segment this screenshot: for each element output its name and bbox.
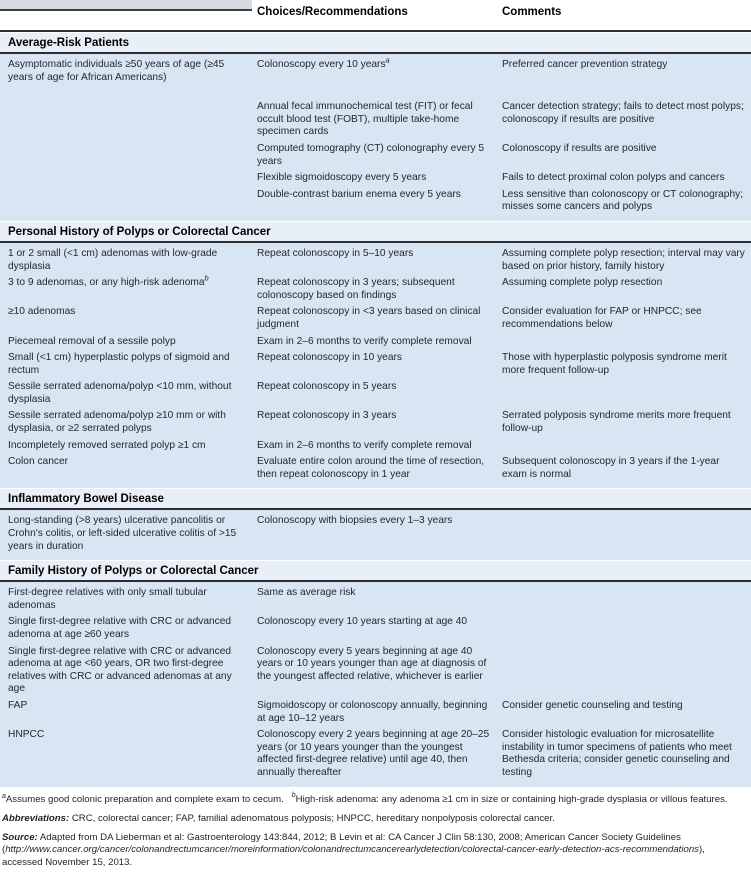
footnote-a-marker: a — [2, 792, 6, 800]
comment-cell — [502, 336, 751, 349]
table-row — [0, 408, 751, 437]
table-row — [0, 585, 751, 614]
section-body — [0, 510, 751, 560]
recommendation-cell — [252, 616, 502, 641]
comment-cell-text: Fails to detect proximal colon polyps and cancers — [502, 172, 725, 184]
condition-cell — [0, 172, 252, 185]
comment-cell-text: Subsequent colonoscopy in 3 years if the 1-year exam is normal — [502, 456, 720, 480]
recommendation-cell — [252, 440, 502, 453]
condition-cell-text: Incompletely removed serrated polyp ≥1 cm — [8, 439, 206, 451]
recommendation-cell — [252, 646, 502, 696]
source-label: Source: — [2, 832, 38, 844]
recommendation-cell — [252, 729, 502, 779]
condition-cell — [0, 336, 252, 349]
recommendation-cell-text: Colonoscopy every 2 years beginning at age 20–25 years (or 10 years younger than the youngest affected first-degree relative) until age 40, then annually thereafter — [257, 729, 490, 778]
section-header — [0, 488, 751, 510]
condition-cell — [0, 189, 252, 214]
recommendation-cell-text: Colonoscopy every 10 years — [257, 59, 386, 70]
recommendation-cell — [252, 277, 502, 302]
condition-cell-text: Long-standing (>8 years) ulcerative pancolitis or Crohn's colitis, or left-sided ulcerative colitis of >15 years in duration — [8, 515, 237, 552]
recommendation-cell-text: Repeat colonoscopy in 10 years — [257, 352, 402, 364]
table-row — [0, 454, 751, 483]
recommendation-cell — [252, 587, 502, 612]
comment-cell-text: Consider genetic counseling and testing — [502, 699, 683, 711]
section-header — [0, 32, 751, 54]
recommendation-cell — [252, 172, 502, 185]
table-row — [0, 438, 751, 455]
comment-cell — [502, 172, 751, 185]
recommendation-cell — [252, 515, 502, 553]
footnote-b-text: High-risk adenoma: any adenoma ≥1 cm in size or containing high-grade dysplasia or villous features. — [295, 793, 728, 805]
condition-cell-text: Single first-degree relative with CRC or advanced adenoma at age <60 years, OR two first-degree relatives with CRC or advanced adenomas at any age — [8, 645, 232, 695]
recommendation-cell-text: Colonoscopy with biopsies every 1–3 years — [257, 515, 453, 527]
recommendation-cell-text: Computed tomography (CT) colonography every 5 years — [257, 142, 485, 167]
comment-cell — [502, 729, 751, 779]
comment-cell — [502, 440, 751, 453]
footnote-marker: b — [204, 273, 209, 283]
condition-cell-text: Piecemeal removal of a sessile polyp — [8, 335, 176, 347]
recommendation-cell — [252, 55, 502, 84]
recommendation-cell-text: Repeat colonoscopy in <3 years based on clinical judgment — [257, 306, 481, 330]
table-row — [0, 187, 751, 216]
comment-cell — [502, 352, 751, 377]
condition-cell — [0, 143, 252, 168]
comment-cell-text: Preferred cancer prevention strategy — [502, 59, 668, 70]
comment-cell — [502, 59, 751, 84]
condition-cell-text: 1 or 2 small (<1 cm) adenomas with low-grade dysplasia — [8, 247, 218, 272]
source-text-2: ), accessed November 15, 2013. — [2, 844, 705, 868]
comment-cell — [502, 515, 751, 553]
comment-cell-text: Less sensitive than colonoscopy or CT colonography; misses some cancers and polyps — [502, 188, 744, 213]
section-body — [0, 582, 751, 786]
comment-cell — [502, 143, 751, 168]
table-row — [0, 334, 751, 351]
recommendation-cell — [252, 700, 502, 725]
column-header-comments: Comments — [502, 6, 562, 18]
condition-cell — [0, 616, 252, 641]
footnote-ab — [2, 794, 745, 806]
recommendation-cell-text: Exam in 2–6 months to verify complete removal — [257, 335, 472, 347]
recommendation-cell-text: Repeat colonoscopy in 3 years — [257, 410, 397, 422]
comment-cell-text: Colonoscopy if results are positive — [502, 142, 657, 154]
condition-cell — [0, 700, 252, 725]
condition-cell-text: 3 to 9 adenomas, or any high-risk adenoma — [8, 277, 205, 289]
cropped-title-band — [0, 0, 252, 11]
table-row — [0, 513, 751, 555]
table-row — [0, 246, 751, 275]
comment-cell-text: Consider evaluation for FAP or HNPCC; see recommendations below — [502, 306, 702, 330]
table-row — [0, 99, 751, 141]
comment-cell-text: Consider histologic evaluation for microsatellite instability in tumor specimens of patients who meet Bethesda criteria; consider genetic counseling and testing — [502, 729, 732, 778]
comment-cell — [502, 248, 751, 273]
condition-cell — [0, 646, 252, 696]
condition-cell — [0, 381, 252, 406]
source-text-1: Adapted from DA Lieberman et al: Gastroenterology 143:844, 2012; B Levin et al: CA Cancer J Clin 58:130, 2008; American Cancer Society Guidelines ( — [2, 832, 681, 856]
section-title: Family History of Polyps or Colorectal Cancer — [8, 565, 259, 578]
abbreviations-note — [2, 813, 745, 825]
recommendation-cell — [252, 381, 502, 406]
condition-cell-text: FAP — [8, 699, 28, 711]
recommendation-cell-text: Annual fecal immunochemical test (FIT) or fecal occult blood test (FOBT), multiple take-home specimen cards — [257, 101, 473, 138]
recommendation-cell-text: Double-contrast barium enema every 5 years — [257, 188, 461, 200]
recommendation-cell — [252, 456, 502, 481]
footnotes — [0, 787, 751, 869]
footnote-b-marker: b — [291, 792, 296, 800]
comment-cell-text: Assuming complete polyp resection — [502, 277, 663, 289]
condition-cell — [0, 306, 252, 331]
source-url: http://www.cancer.org/cancer/colonandrectumcancer/moreinformation/colonandrectumcancerearlydetection/colorectal-cancer-early-detection-acs-recommendations — [5, 844, 699, 856]
comment-cell — [502, 381, 751, 406]
comment-cell — [502, 306, 751, 331]
condition-cell-text: ≥10 adenomas — [8, 306, 76, 318]
condition-cell-text: Sessile serrated adenoma/polyp <10 mm, without dysplasia — [8, 381, 232, 405]
comment-cell — [502, 189, 751, 214]
recommendation-cell-text: Exam in 2–6 months to verify complete removal — [257, 439, 472, 451]
recommendation-cell-text: Repeat colonoscopy in 3 years; subsequent colonoscopy based on findings — [257, 277, 455, 301]
comment-cell-text: Cancer detection strategy; fails to detect most polyps; colonoscopy if results are positive — [502, 101, 744, 125]
comment-cell — [502, 410, 751, 435]
table-row — [0, 698, 751, 727]
recommendation-cell — [252, 410, 502, 435]
condition-cell-text: Single first-degree relative with CRC or advanced adenoma at age ≥60 years — [8, 616, 232, 640]
table-row — [0, 57, 751, 86]
table-row — [0, 170, 751, 187]
comment-cell — [502, 646, 751, 696]
condition-cell — [0, 248, 252, 273]
source-note — [2, 832, 745, 869]
comment-cell — [502, 277, 751, 302]
condition-cell — [0, 729, 252, 779]
comment-cell-text: Those with hyperplastic polyposis syndrome merit more frequent follow-up — [502, 352, 727, 376]
condition-cell — [0, 352, 252, 377]
recommendation-cell — [252, 352, 502, 377]
empty-header-cell — [0, 0, 252, 30]
recommendation-cell-text: Colonoscopy every 5 years beginning at age 40 years or 10 years younger than age at diagnosis of the youngest affected relative, whichever is earlier — [257, 645, 487, 682]
table-row — [0, 614, 751, 643]
condition-cell-text: First-degree relatives with only small tubular adenomas — [8, 587, 207, 611]
recommendation-cell — [252, 143, 502, 168]
recommendation-cell-text: Sigmoidoscopy or colonoscopy annually, beginning at age 10–12 years — [257, 699, 488, 724]
table-sections — [0, 32, 751, 787]
condition-cell-text: Asymptomatic individuals ≥50 years of age (≥45 years of age for African Americans) — [8, 59, 225, 83]
section-header — [0, 560, 751, 582]
section-title: Personal History of Polyps or Colorectal Cancer — [8, 225, 271, 238]
recommendation-cell — [252, 306, 502, 331]
section-body — [0, 243, 751, 489]
footnote-a-text: Assumes good colonic preparation and complete exam to cecum. — [5, 793, 284, 805]
comment-cell — [502, 700, 751, 725]
table-row — [0, 141, 751, 170]
column-header-row — [0, 0, 751, 30]
condition-cell-text: HNPCC — [8, 729, 45, 741]
recommendation-cell-text: Repeat colonoscopy in 5 years — [257, 381, 397, 393]
recommendation-cell — [252, 336, 502, 349]
comment-cell — [502, 616, 751, 641]
table-row — [0, 304, 751, 333]
condition-cell-text: Small (<1 cm) hyperplastic polyps of sigmoid and rectum — [8, 352, 230, 376]
abbreviations-text: CRC, colorectal cancer; FAP, familial adenomatous polyposis; HNPCC, hereditary nonpolyposis colorectal cancer. — [71, 812, 555, 824]
recommendation-cell — [252, 248, 502, 273]
abbreviations-label: Abbreviations: — [2, 812, 70, 824]
recommendation-cell-text: Same as average risk — [257, 587, 356, 599]
recommendation-cell-text: Evaluate entire colon around the time of resection, then repeat colonoscopy in 1 year — [257, 456, 485, 480]
table-row — [0, 350, 751, 379]
condition-cell — [0, 456, 252, 481]
recommendation-cell-text: Repeat colonoscopy in 5–10 years — [257, 247, 414, 259]
condition-cell — [0, 273, 252, 302]
section-title: Inflammatory Bowel Disease — [8, 493, 164, 506]
recommendation-cell-text: Flexible sigmoidoscopy every 5 years — [257, 172, 427, 184]
condition-cell — [0, 440, 252, 453]
column-header-choices-recommendations: Choices/Recommendations — [257, 6, 408, 18]
section-body — [0, 54, 751, 221]
table-row — [0, 644, 751, 698]
footnote-marker: a — [385, 55, 390, 65]
comment-cell — [502, 587, 751, 612]
comment-cell — [502, 101, 751, 139]
condition-cell-text: Colon cancer — [8, 456, 69, 468]
recommendation-cell — [252, 189, 502, 214]
table-row — [0, 379, 751, 408]
condition-cell — [0, 410, 252, 435]
comment-cell — [502, 456, 751, 481]
comment-cell-text: Assuming complete polyp resection; interval may vary based on prior history, family history — [502, 247, 745, 272]
section-header — [0, 221, 751, 243]
comment-cell-text: Serrated polyposis syndrome merits more frequent follow-up — [502, 410, 731, 435]
recommendation-cell — [252, 101, 502, 139]
table-row — [0, 275, 751, 304]
condition-cell-text: Sessile serrated adenoma/polyp ≥10 mm or with dysplasia, or ≥2 serrated polyps — [8, 410, 226, 435]
recommendation-cell-text: Colonoscopy every 10 years starting at age 40 — [257, 616, 468, 628]
condition-cell — [0, 59, 252, 84]
condition-cell — [0, 101, 252, 139]
condition-cell — [0, 515, 252, 553]
table-row — [0, 727, 751, 781]
condition-cell — [0, 587, 252, 612]
section-title: Average-Risk Patients — [8, 37, 130, 49]
